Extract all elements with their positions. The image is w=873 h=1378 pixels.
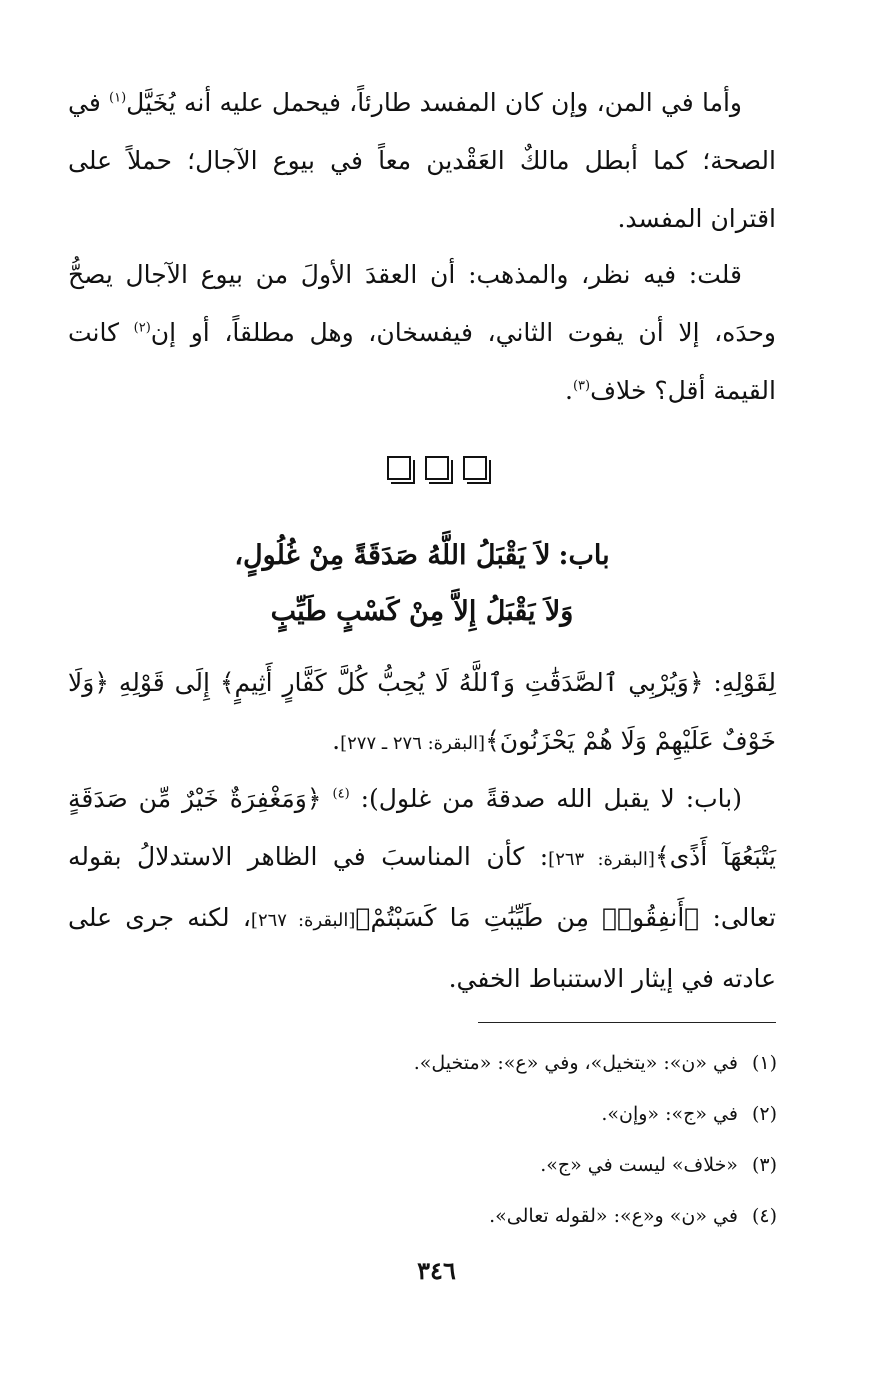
- page-number: ٣٤٦: [417, 1256, 456, 1285]
- footnote-text: في «ج»: «وإن».: [601, 1103, 738, 1125]
- footnote-number: (١): [751, 1052, 777, 1074]
- section-separator: [0, 456, 873, 480]
- chapter-title-line-2: وَلاَ يَقْبَلُ إِلاَّ مِنْ كَسْبٍ طَيِّبٍ: [270, 596, 574, 627]
- paragraph-2-text-b: كانت القيمة أقل؟ خلاف: [68, 318, 776, 405]
- footnote-marker-1[interactable]: (١): [109, 90, 127, 106]
- paragraph-4-text-b: : كأن المناسبَ في الظاهر الاستدلالُ بقوله تعالى: ﴿أَنفِقُوا۟ مِن طَيِّبَٰتِ مَا كَسَبْتُمْ﴾: [68, 842, 777, 932]
- quran-reference-3: [البقرة: ٢٦٧]: [250, 910, 356, 931]
- paragraph-1: [68, 74, 776, 248]
- paragraph-4-text-a: (باب: لا يقبل الله صدقةً من غلول):: [360, 784, 742, 813]
- paragraph-3-end: .: [332, 726, 341, 755]
- separator-box-icon: [425, 456, 449, 480]
- chapter-title-line-1: لاَ يَقْبَلُ اللَّهُ صَدَقَةً مِنْ غُلُولٍ،: [234, 540, 551, 571]
- separator-box-icon: [463, 456, 487, 480]
- footnote-text: «خلاف» ليست في «ج».: [540, 1154, 738, 1176]
- footnote-item: [137, 1140, 777, 1191]
- paragraph-1-text-a: وأما في المن، وإن كان المفسد طارئاً، فيحمل عليه أنه يُخَيَّل: [126, 88, 742, 117]
- footnote-item: [137, 1038, 777, 1089]
- paragraph-2-text-a: قلت: فيه نظر، والمذهب: أن العقدَ الأولَ من بيوع الآجال يصحُّ وحدَه، إلا أن يفوت الثاني، فيفسخان، وهل مطلقاً، أو إن: [68, 260, 776, 347]
- quran-quote-1: لِقَوْلِهِ: ﴿وَيُرْبِي ٱلصَّدَقَٰتِ وَٱللَّهُ لَا يُحِبُّ كُلَّ كَفَّارٍ أَثِيمٍ﴾ إِلَى قَوْلِهِ ﴿وَلَا خَوْفٌ عَلَيْهِمْ وَلَا هُمْ يَحْزَنُونَ﴾: [68, 668, 776, 755]
- paragraph-2: [68, 246, 776, 420]
- footnotes-list: [137, 1038, 777, 1242]
- footnote-number: (٣): [751, 1154, 777, 1176]
- paragraph-2-text-c: .: [565, 376, 573, 405]
- footnote-item: [137, 1089, 777, 1140]
- footnote-marker-2[interactable]: (٢): [133, 320, 151, 336]
- chapter-heading: [68, 528, 776, 640]
- footnote-number: (٤): [751, 1205, 777, 1227]
- quran-quote-2: ﴿وَمَغْفِرَةٌ خَيْرٌ مِّن صَدَقَةٍ يَتْبَعُهَآ أَذًى﴾: [68, 784, 777, 871]
- footnote-marker-3[interactable]: (٣): [572, 378, 591, 394]
- paragraph-4: [68, 770, 776, 1008]
- footnote-text: في «ن»: «يتخيل»، وفي «ع»: «متخيل».: [413, 1052, 738, 1074]
- footnote-item: [137, 1191, 777, 1242]
- chapter-heading-line-1: [68, 528, 776, 584]
- quran-reference-1: [البقرة: ٢٧٦ ـ ٢٧٧]: [340, 733, 486, 754]
- chapter-label: باب:: [558, 540, 610, 571]
- separator-box-icon: [387, 456, 411, 480]
- footnote-number: (٢): [751, 1103, 777, 1125]
- quran-reference-2: [البقرة: ٢٦٣]: [548, 849, 655, 870]
- paragraph-3: [68, 654, 776, 773]
- paragraph-4-text-c: ، لكنه جرى على عادته في إيثار الاستنباط الخفي.: [68, 903, 776, 993]
- footnote-text: في «ن» و«ع»: «لقوله تعالى».: [489, 1205, 738, 1227]
- paragraph-1-text-b: في الصحة؛ كما أبطل مالكٌ العَقْدين معاً في بيوع الآجال؛ حملاً على اقتران المفسد.: [68, 88, 776, 233]
- footnote-marker-4[interactable]: (٤): [332, 786, 350, 802]
- footnote-divider: [478, 1022, 776, 1023]
